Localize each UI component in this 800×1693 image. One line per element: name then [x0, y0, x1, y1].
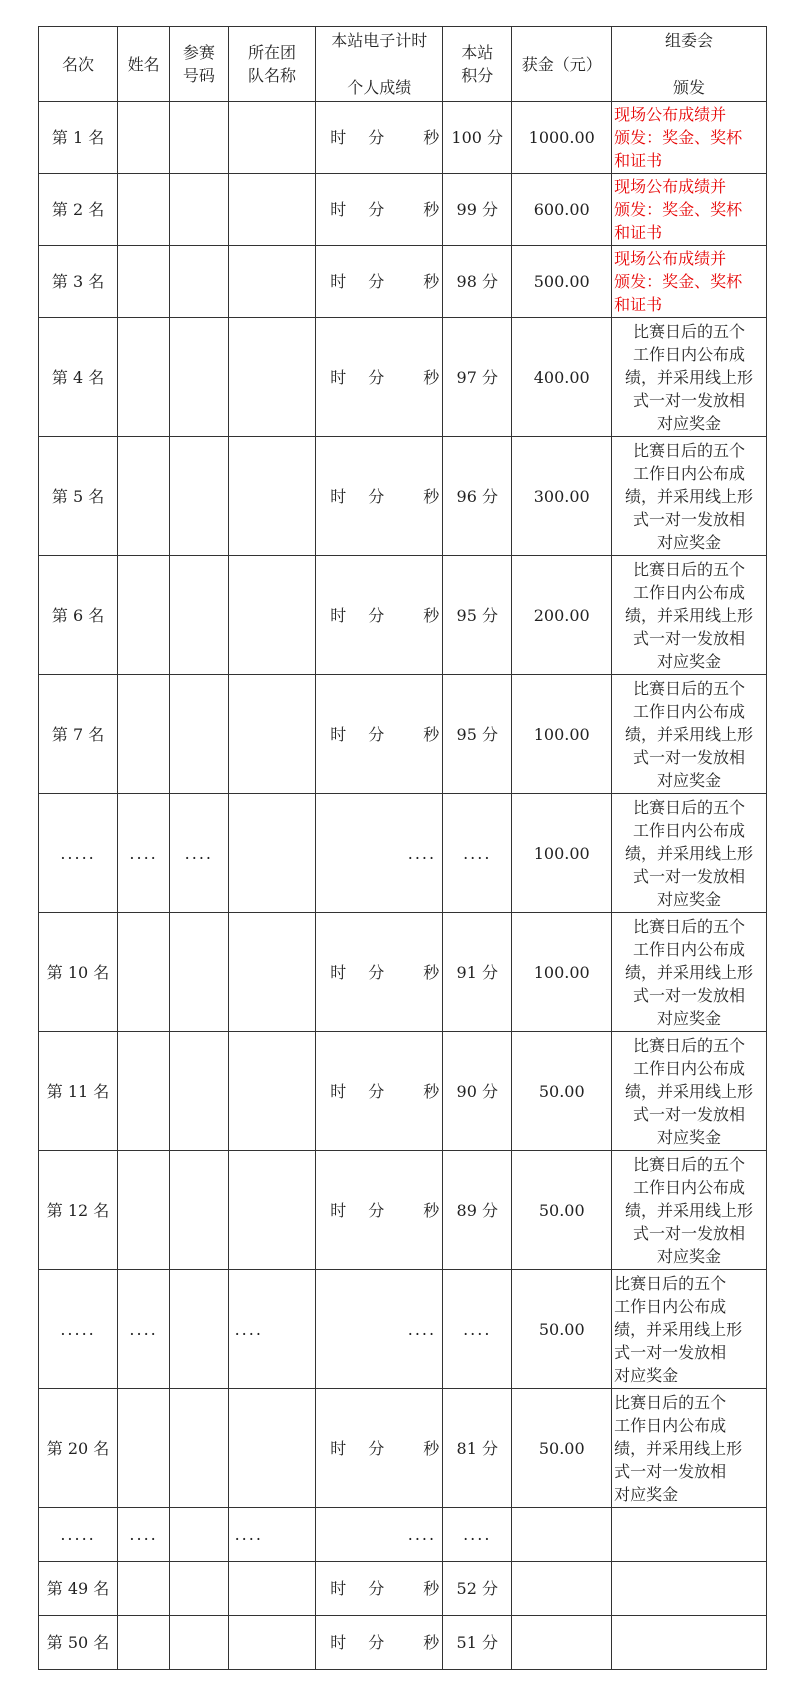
time-cell: 时 分 秒: [316, 1389, 443, 1508]
bib-cell: [170, 913, 229, 1032]
bib-cell: [170, 1270, 229, 1389]
award-note-cell: 比赛日后的五个 工作日内公布成 绩，并采用线上形 式一对一发放相 对应奖金: [612, 437, 767, 556]
name-cell: ....: [118, 1508, 170, 1562]
points-cell: ....: [443, 1508, 512, 1562]
points-cell: ....: [443, 1270, 512, 1389]
bib-cell: [170, 437, 229, 556]
time-cell: 时 分 秒: [316, 675, 443, 794]
table-row: [39, 1151, 767, 1270]
table-row: [39, 1616, 767, 1670]
prize-cell: 50.00: [512, 1270, 612, 1389]
rank-cell: 第 11 名: [39, 1032, 118, 1151]
team-cell: [228, 913, 316, 1032]
name-cell: [118, 174, 170, 246]
team-cell: [228, 246, 316, 318]
rank-cell: .....: [39, 794, 118, 913]
team-cell: [228, 556, 316, 675]
prize-cell: 600.00: [512, 174, 612, 246]
prize-cell: 50.00: [512, 1032, 612, 1151]
rank-cell: 第 12 名: [39, 1151, 118, 1270]
table-row: [39, 1389, 767, 1508]
prize-cell: 1000.00: [512, 102, 612, 174]
header-name: 姓名: [118, 27, 170, 102]
team-cell: [228, 1389, 316, 1508]
team-cell: [228, 1032, 316, 1151]
bib-cell: [170, 174, 229, 246]
header-rank: 名次: [39, 27, 118, 102]
prize-cell: [512, 1616, 612, 1670]
award-note-cell: 比赛日后的五个 工作日内公布成 绩，并采用线上形 式一对一发放相 对应奖金: [612, 1032, 767, 1151]
award-note-cell: 比赛日后的五个 工作日内公布成 绩，并采用线上形 式一对一发放相 对应奖金: [612, 913, 767, 1032]
rank-cell: 第 1 名: [39, 102, 118, 174]
points-cell: 52 分: [443, 1562, 512, 1616]
time-cell: ....: [316, 1270, 443, 1389]
rank-cell: .....: [39, 1270, 118, 1389]
rank-cell: 第 5 名: [39, 437, 118, 556]
table-row: [39, 556, 767, 675]
team-cell: [228, 437, 316, 556]
award-note-cell: [612, 1508, 767, 1562]
team-cell: [228, 794, 316, 913]
rank-cell: 第 20 名: [39, 1389, 118, 1508]
table-row: [39, 675, 767, 794]
results-table: [38, 26, 767, 1670]
time-cell: 时 分 秒: [316, 913, 443, 1032]
team-cell: [228, 174, 316, 246]
award-note-cell: 比赛日后的五个 工作日内公布成 绩，并采用线上形 式一对一发放相 对应奖金: [612, 1270, 767, 1389]
time-cell: 时 分 秒: [316, 1032, 443, 1151]
team-cell: [228, 318, 316, 437]
prize-cell: [512, 1508, 612, 1562]
award-note-cell: [612, 1616, 767, 1670]
award-note-cell: 现场公布成绩并 颁发：奖金、奖杯 和证书: [612, 174, 767, 246]
name-cell: [118, 1032, 170, 1151]
time-cell: 时 分 秒: [316, 318, 443, 437]
rank-cell: 第 4 名: [39, 318, 118, 437]
name-cell: [118, 1616, 170, 1670]
rank-cell: 第 3 名: [39, 246, 118, 318]
name-cell: [118, 675, 170, 794]
points-cell: 81 分: [443, 1389, 512, 1508]
header-row: [39, 27, 767, 102]
header-committee: 组委会 颁发: [612, 27, 767, 102]
prize-cell: 400.00: [512, 318, 612, 437]
time-cell: ....: [316, 794, 443, 913]
points-cell: 95 分: [443, 675, 512, 794]
time-cell: 时 分 秒: [316, 102, 443, 174]
bib-cell: [170, 1389, 229, 1508]
time-cell: 时 分 秒: [316, 556, 443, 675]
name-cell: [118, 556, 170, 675]
prize-cell: 300.00: [512, 437, 612, 556]
time-cell: 时 分 秒: [316, 1151, 443, 1270]
table-row: [39, 1562, 767, 1616]
time-cell: 时 分 秒: [316, 1562, 443, 1616]
points-cell: 99 分: [443, 174, 512, 246]
prize-cell: 100.00: [512, 794, 612, 913]
name-cell: ....: [118, 794, 170, 913]
header-prize: 获金（元）: [512, 27, 612, 102]
header-timing: 本站电子计时 个人成绩: [316, 27, 443, 102]
prize-cell: 50.00: [512, 1389, 612, 1508]
rank-cell: .....: [39, 1508, 118, 1562]
bib-cell: [170, 675, 229, 794]
name-cell: ....: [118, 1270, 170, 1389]
rank-cell: 第 49 名: [39, 1562, 118, 1616]
prize-cell: 500.00: [512, 246, 612, 318]
name-cell: [118, 246, 170, 318]
points-cell: 95 分: [443, 556, 512, 675]
rank-cell: 第 6 名: [39, 556, 118, 675]
rank-cell: 第 50 名: [39, 1616, 118, 1670]
table-row: [39, 794, 767, 913]
table-row: [39, 1032, 767, 1151]
team-cell: [228, 1616, 316, 1670]
name-cell: [118, 1151, 170, 1270]
award-note-cell: 比赛日后的五个 工作日内公布成 绩，并采用线上形 式一对一发放相 对应奖金: [612, 556, 767, 675]
time-cell: 时 分 秒: [316, 1616, 443, 1670]
time-cell: ....: [316, 1508, 443, 1562]
table-row: [39, 913, 767, 1032]
award-note-cell: 比赛日后的五个 工作日内公布成 绩，并采用线上形 式一对一发放相 对应奖金: [612, 1151, 767, 1270]
table-row: [39, 318, 767, 437]
team-cell: [228, 1562, 316, 1616]
table-row: [39, 437, 767, 556]
points-cell: 90 分: [443, 1032, 512, 1151]
header-points: 本站 积分: [443, 27, 512, 102]
table-row: [39, 1508, 767, 1562]
table-row: [39, 174, 767, 246]
bib-cell: [170, 246, 229, 318]
award-note-cell: 现场公布成绩并 颁发：奖金、奖杯 和证书: [612, 246, 767, 318]
header-team: 所在团 队名称: [228, 27, 316, 102]
points-cell: 91 分: [443, 913, 512, 1032]
team-cell: ....: [228, 1270, 316, 1389]
time-cell: 时 分 秒: [316, 437, 443, 556]
award-note-cell: 比赛日后的五个 工作日内公布成 绩，并采用线上形 式一对一发放相 对应奖金: [612, 675, 767, 794]
name-cell: [118, 913, 170, 1032]
bib-cell: [170, 1616, 229, 1670]
bib-cell: [170, 1562, 229, 1616]
team-cell: [228, 675, 316, 794]
name-cell: [118, 1389, 170, 1508]
name-cell: [118, 437, 170, 556]
table-row: [39, 102, 767, 174]
points-cell: 89 分: [443, 1151, 512, 1270]
rank-cell: 第 2 名: [39, 174, 118, 246]
bib-cell: [170, 1508, 229, 1562]
bib-cell: ....: [170, 794, 229, 913]
rank-cell: 第 10 名: [39, 913, 118, 1032]
prize-cell: 100.00: [512, 913, 612, 1032]
header-bib: 参赛 号码: [170, 27, 229, 102]
award-note-cell: 比赛日后的五个 工作日内公布成 绩，并采用线上形 式一对一发放相 对应奖金: [612, 318, 767, 437]
name-cell: [118, 1562, 170, 1616]
prize-cell: 200.00: [512, 556, 612, 675]
award-note-cell: 现场公布成绩并 颁发：奖金、奖杯 和证书: [612, 102, 767, 174]
prize-cell: [512, 1562, 612, 1616]
team-cell: [228, 102, 316, 174]
team-cell: ....: [228, 1508, 316, 1562]
table-row: [39, 246, 767, 318]
name-cell: [118, 102, 170, 174]
table-row: [39, 1270, 767, 1389]
name-cell: [118, 318, 170, 437]
bib-cell: [170, 556, 229, 675]
rank-cell: 第 7 名: [39, 675, 118, 794]
points-cell: 97 分: [443, 318, 512, 437]
points-cell: 100 分: [443, 102, 512, 174]
time-cell: 时 分 秒: [316, 246, 443, 318]
award-note-cell: [612, 1562, 767, 1616]
prize-cell: 100.00: [512, 675, 612, 794]
points-cell: 51 分: [443, 1616, 512, 1670]
bib-cell: [170, 102, 229, 174]
award-note-cell: 比赛日后的五个 工作日内公布成 绩，并采用线上形 式一对一发放相 对应奖金: [612, 794, 767, 913]
points-cell: 96 分: [443, 437, 512, 556]
prize-cell: 50.00: [512, 1151, 612, 1270]
time-cell: 时 分 秒: [316, 174, 443, 246]
award-note-cell: 比赛日后的五个 工作日内公布成 绩，并采用线上形 式一对一发放相 对应奖金: [612, 1389, 767, 1508]
bib-cell: [170, 318, 229, 437]
bib-cell: [170, 1032, 229, 1151]
bib-cell: [170, 1151, 229, 1270]
points-cell: ....: [443, 794, 512, 913]
points-cell: 98 分: [443, 246, 512, 318]
team-cell: [228, 1151, 316, 1270]
